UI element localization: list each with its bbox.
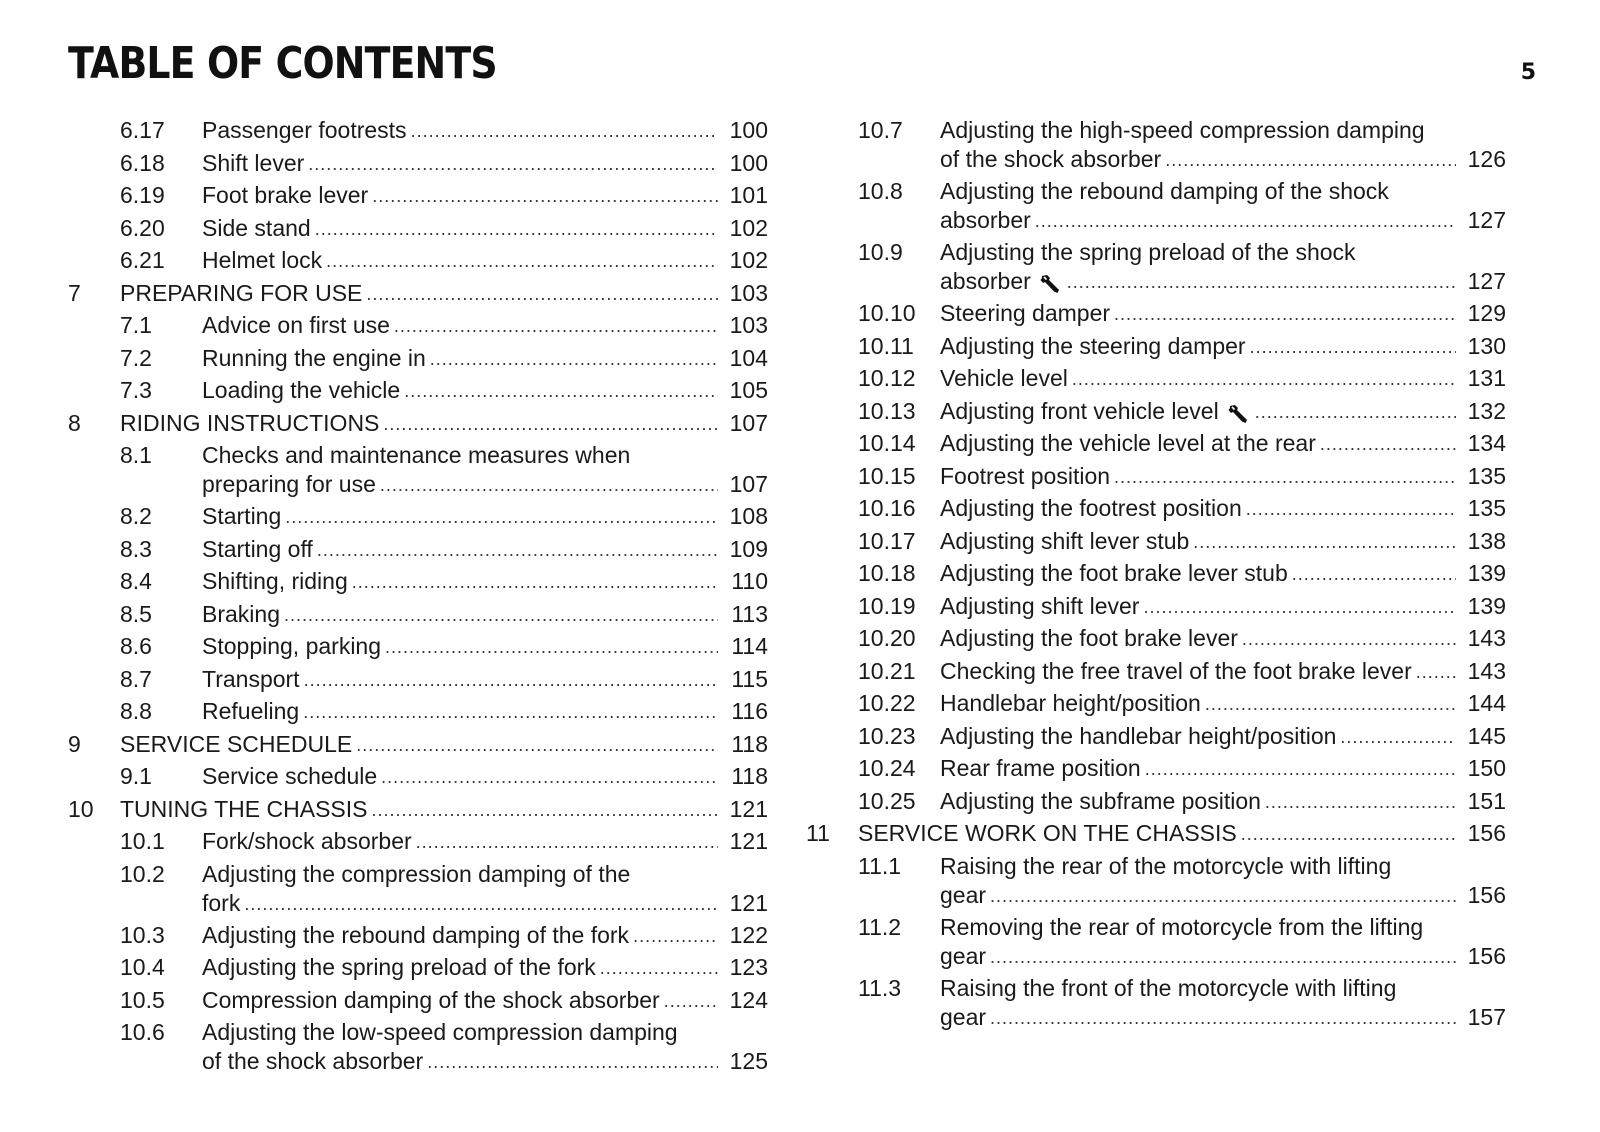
dot-leader xyxy=(1072,367,1456,391)
toc-entry-number: 6.21 xyxy=(120,247,165,273)
toc-entry-title: SERVICE SCHEDULE xyxy=(120,730,353,757)
dot-leader xyxy=(1416,660,1456,684)
toc-entry-title: Adjusting the spring preload of the fork xyxy=(202,954,596,980)
toc-entry-page: 110 xyxy=(731,568,768,594)
toc-entry-number: 11.2 xyxy=(858,913,902,940)
toc-entry-number: 7.2 xyxy=(120,344,152,371)
dot-leader xyxy=(356,733,718,757)
toc-entry-page: 130 xyxy=(1467,332,1506,359)
toc-entry-page: 105 xyxy=(729,377,768,403)
toc-entry-number: 10.2 xyxy=(120,860,165,887)
toc-entry-title: Adjusting the rebound damping of the fork xyxy=(202,921,630,948)
toc-section-entry[interactable] xyxy=(68,214,768,247)
toc-entry-number: 10.4 xyxy=(120,954,165,980)
toc-section-entry[interactable] xyxy=(68,502,768,535)
toc-entry-number: 10.12 xyxy=(858,365,916,391)
dot-leader xyxy=(1265,790,1456,814)
dot-leader xyxy=(1035,209,1456,233)
toc-entry-title: Adjusting shift lever xyxy=(940,592,1140,619)
toc-entry-title: Adjusting the handlebar height/position xyxy=(940,722,1337,749)
toc-entry-page: 138 xyxy=(1467,527,1506,554)
toc-entry-title: Starting off xyxy=(202,535,313,562)
toc-entry-page: 139 xyxy=(1467,592,1506,619)
toc-section-entry[interactable] xyxy=(68,441,768,502)
toc-entry-page: 121 xyxy=(729,795,768,822)
page-number: 5 xyxy=(1520,60,1536,85)
dot-leader xyxy=(381,765,718,789)
toc-section-entry[interactable] xyxy=(806,754,1506,787)
dot-leader xyxy=(1165,148,1456,172)
dot-leader xyxy=(383,412,718,436)
toc-entry-title: Transport xyxy=(202,665,300,692)
toc-chapter-entry[interactable] xyxy=(68,795,768,828)
toc-entry-title: Checks and maintenance measures when xyxy=(202,442,631,468)
toc-entry-number: 6.19 xyxy=(120,182,165,208)
dot-leader xyxy=(326,249,718,273)
toc-entry-page: 126 xyxy=(1467,146,1506,172)
toc-section-entry[interactable] xyxy=(806,116,1506,177)
dot-leader xyxy=(352,570,718,594)
toc-entry-page: 101 xyxy=(729,182,768,208)
toc-section-entry[interactable] xyxy=(806,624,1506,657)
toc-entry-page: 132 xyxy=(1467,397,1506,424)
toc-section-entry[interactable] xyxy=(68,567,768,600)
toc-section-entry[interactable] xyxy=(806,429,1506,462)
toc-entry-number: 8.3 xyxy=(120,535,152,562)
toc-entry-number: 8.4 xyxy=(120,568,152,594)
toc-section-entry[interactable] xyxy=(806,238,1506,299)
toc-entry-number: 11 xyxy=(806,820,830,846)
toc-section-entry[interactable] xyxy=(68,953,768,986)
dot-leader xyxy=(1143,595,1456,619)
dot-leader xyxy=(427,1050,718,1074)
toc-section-entry[interactable] xyxy=(68,762,768,795)
toc-entry-page: 100 xyxy=(729,117,768,143)
toc-entry-number: 10 xyxy=(68,795,94,822)
toc-entry-page: 104 xyxy=(729,344,768,371)
toc-entry-page: 150 xyxy=(1467,755,1506,781)
toc-entry-page: 131 xyxy=(1467,365,1506,391)
toc-section-entry[interactable] xyxy=(68,535,768,568)
toc-entry-title: Rear frame position xyxy=(940,755,1141,781)
toc-entry-title: Compression damping of the shock absorber xyxy=(202,986,660,1013)
toc-entry-title: Adjusting front vehicle level xyxy=(940,397,1219,424)
dot-leader xyxy=(308,152,718,176)
toc-section-entry[interactable] xyxy=(68,344,768,377)
dot-leader xyxy=(1340,725,1456,749)
dot-leader xyxy=(416,830,718,854)
toc-entry-page: 143 xyxy=(1467,625,1506,651)
toc-entry-page: 157 xyxy=(1467,1003,1506,1030)
dot-leader xyxy=(1292,562,1456,586)
toc-entry-title: Adjusting the high-speed compression damping xyxy=(940,117,1425,143)
toc-entry-page: 123 xyxy=(729,954,768,980)
toc-entry-page: 135 xyxy=(1467,495,1506,521)
toc-section-entry[interactable] xyxy=(806,974,1506,1035)
toc-entry-title: Adjusting the foot brake lever stub xyxy=(940,560,1288,586)
dot-leader xyxy=(1193,530,1456,554)
dot-leader xyxy=(1250,335,1456,359)
toc-entry-page: 103 xyxy=(729,312,768,338)
toc-entry-page: 103 xyxy=(729,279,768,306)
toc-entry-title: Adjusting the low-speed compression damping xyxy=(202,1019,678,1045)
toc-left-column xyxy=(68,116,768,1079)
toc-section-entry[interactable] xyxy=(806,913,1506,974)
toc-entry-number: 10.10 xyxy=(858,300,916,326)
toc-entry-number: 8.7 xyxy=(120,665,152,692)
wrench-icon xyxy=(1039,272,1063,296)
dot-leader xyxy=(404,379,718,403)
toc-section-entry[interactable] xyxy=(806,462,1506,495)
toc-entry-number: 10.13 xyxy=(858,397,916,424)
toc-entry-title: Running the engine in xyxy=(202,344,426,371)
toc-entry-page: 107 xyxy=(729,471,768,497)
toc-section-entry[interactable] xyxy=(806,592,1506,625)
toc-entry-page: 156 xyxy=(1467,942,1506,969)
toc-entry-number: 10.19 xyxy=(858,592,916,619)
toc-entry-page: 102 xyxy=(729,214,768,241)
toc-entry-page: 118 xyxy=(731,763,768,789)
toc-entry-number: 10.22 xyxy=(858,690,916,716)
toc-entry-number: 11.1 xyxy=(858,852,902,879)
toc-section-entry[interactable] xyxy=(806,494,1506,527)
toc-section-entry[interactable] xyxy=(806,397,1506,430)
toc-entry-number: 6.20 xyxy=(120,214,165,241)
toc-entry-title: Starting xyxy=(202,503,282,529)
toc-section-entry[interactable] xyxy=(68,665,768,698)
toc-entry-title: PREPARING FOR USE xyxy=(120,279,363,306)
toc-entry-page: 116 xyxy=(731,698,768,724)
toc-entry-page: 109 xyxy=(729,535,768,562)
toc-entry-page: 127 xyxy=(1467,268,1506,294)
toc-entry-page: 100 xyxy=(729,149,768,176)
toc-entry-page: 144 xyxy=(1467,690,1506,716)
toc-entry-title: Braking xyxy=(202,600,280,627)
dot-leader xyxy=(600,956,718,980)
toc-entry-title: preparing for use xyxy=(202,471,376,497)
toc-chapter-entry[interactable] xyxy=(68,409,768,442)
toc-section-entry[interactable] xyxy=(68,181,768,214)
toc-entry-page: 135 xyxy=(1467,462,1506,489)
toc-entry-title: Adjusting the spring preload of the shock xyxy=(940,239,1356,265)
toc-entry-title: Service schedule xyxy=(202,763,378,789)
toc-entry-title: Shift lever xyxy=(202,149,305,176)
dot-leader xyxy=(372,184,718,208)
toc-entry-title: RIDING INSTRUCTIONS xyxy=(120,409,380,436)
toc-entry-title: gear xyxy=(940,1003,987,1030)
toc-entry-page: 129 xyxy=(1467,300,1506,326)
toc-section-entry[interactable] xyxy=(68,376,768,409)
dot-leader xyxy=(430,347,718,371)
toc-entry-title: Fork/shock absorber xyxy=(202,828,412,854)
toc-section-entry[interactable] xyxy=(68,246,768,279)
toc-entry-number: 10.8 xyxy=(858,178,903,204)
toc-entry-number: 7.1 xyxy=(120,312,152,338)
toc-entry-page: 102 xyxy=(729,247,768,273)
toc-entry-title: Stopping, parking xyxy=(202,633,382,659)
toc-entry-number: 7 xyxy=(68,279,81,306)
toc-entry-page: 113 xyxy=(731,600,768,627)
toc-entry-page: 114 xyxy=(731,633,768,659)
toc-entry-title: Steering damper xyxy=(940,300,1111,326)
toc-section-entry[interactable] xyxy=(806,559,1506,592)
wrench-icon xyxy=(1227,402,1251,426)
toc-entry-page: 134 xyxy=(1467,430,1506,456)
toc-entry-page: 125 xyxy=(729,1048,768,1074)
toc-entry-number: 8.2 xyxy=(120,503,152,529)
toc-entry-number: 10.15 xyxy=(858,462,916,489)
toc-section-entry[interactable] xyxy=(806,852,1506,913)
toc-entry-title: absorber xyxy=(940,207,1031,233)
toc-entry-number: 10.7 xyxy=(858,117,903,143)
toc-entry-number: 8.6 xyxy=(120,633,152,659)
toc-chapter-entry[interactable] xyxy=(68,279,768,312)
toc-section-entry[interactable] xyxy=(68,311,768,344)
toc-entry-number: 9.1 xyxy=(120,763,152,789)
toc-entry-page: 143 xyxy=(1467,657,1506,684)
toc-entry-number: 9 xyxy=(68,730,81,757)
toc-entry-number: 10.24 xyxy=(858,755,916,781)
toc-section-entry[interactable] xyxy=(806,299,1506,332)
dot-leader xyxy=(315,217,718,241)
toc-entry-title: Refueling xyxy=(202,698,300,724)
toc-section-entry[interactable] xyxy=(68,921,768,954)
dot-leader xyxy=(664,989,718,1013)
toc-entry-number: 10.23 xyxy=(858,722,916,749)
toc-entry-title: Adjusting the compression damping of the xyxy=(202,860,631,887)
toc-entry-page: 115 xyxy=(731,665,768,692)
toc-section-entry[interactable] xyxy=(806,689,1506,722)
toc-entry-number: 6.18 xyxy=(120,149,165,176)
toc-entry-page: 145 xyxy=(1467,722,1506,749)
toc-entry-number: 10.3 xyxy=(120,921,165,948)
toc-entry-title: Shifting, riding xyxy=(202,568,348,594)
toc-entry-title: Adjusting the subframe position xyxy=(940,787,1261,814)
toc-entry-page: 127 xyxy=(1467,207,1506,233)
toc-entry-title: Checking the free travel of the foot brake lever xyxy=(940,657,1412,684)
toc-section-entry[interactable] xyxy=(68,600,768,633)
toc-entry-title: Raising the front of the motorcycle with lifting xyxy=(940,974,1397,1001)
toc-entry-title: Adjusting the footrest position xyxy=(940,495,1242,521)
toc-entry-title: Foot brake lever xyxy=(202,182,369,208)
dot-leader xyxy=(372,798,719,822)
dot-leader xyxy=(411,119,718,143)
dot-leader xyxy=(285,505,718,529)
toc-entry-number: 6.17 xyxy=(120,117,165,143)
toc-entry-title: Passenger footrests xyxy=(202,117,407,143)
dot-leader xyxy=(1114,465,1456,489)
dot-leader xyxy=(1067,270,1456,294)
toc-entry-title: absorber xyxy=(940,268,1031,294)
toc-entry-page: 121 xyxy=(729,828,768,854)
toc-entry-title: Adjusting the vehicle level at the rear xyxy=(940,430,1316,456)
toc-section-entry[interactable] xyxy=(68,697,768,730)
dot-leader xyxy=(990,1006,1456,1030)
toc-entry-number: 10.5 xyxy=(120,986,165,1013)
dot-leader xyxy=(380,473,718,497)
dot-leader xyxy=(1241,822,1456,846)
toc-entry-title: Vehicle level xyxy=(940,365,1068,391)
toc-entry-title: Footrest position xyxy=(940,462,1111,489)
toc-section-entry[interactable] xyxy=(806,364,1506,397)
dot-leader xyxy=(990,884,1456,908)
dot-leader xyxy=(990,945,1456,969)
toc-entry-page: 121 xyxy=(729,889,768,916)
dot-leader xyxy=(304,668,718,692)
toc-section-entry[interactable] xyxy=(806,722,1506,755)
toc-section-entry[interactable] xyxy=(68,860,768,921)
dot-leader xyxy=(394,314,718,338)
dot-leader xyxy=(1114,302,1456,326)
toc-entry-number: 11.3 xyxy=(858,974,902,1001)
dot-leader xyxy=(633,924,718,948)
toc-entry-title: Adjusting the foot brake lever xyxy=(940,625,1238,651)
toc-entry-title: of the shock absorber xyxy=(202,1048,424,1074)
toc-section-entry[interactable] xyxy=(68,116,768,149)
toc-entry-number: 10.11 xyxy=(858,332,914,359)
dot-leader xyxy=(385,635,718,659)
toc-entry-number: 10.21 xyxy=(858,657,916,684)
toc-entry-number: 8.5 xyxy=(120,600,152,627)
toc-entry-number: 10.20 xyxy=(858,625,916,651)
toc-entry-number: 10.16 xyxy=(858,495,916,521)
dot-leader xyxy=(303,700,718,724)
toc-entry-title: gear xyxy=(940,881,987,908)
toc-entry-title: of the shock absorber xyxy=(940,146,1162,172)
dot-leader xyxy=(317,538,718,562)
dot-leader xyxy=(366,282,718,306)
toc-entry-title: fork xyxy=(202,889,241,916)
dot-leader xyxy=(244,892,718,916)
toc-entry-page: 124 xyxy=(729,986,768,1013)
toc-section-entry[interactable] xyxy=(68,827,768,860)
toc-section-entry[interactable] xyxy=(806,332,1506,365)
toc-chapter-entry[interactable] xyxy=(68,730,768,763)
toc-section-entry[interactable] xyxy=(68,986,768,1019)
dot-leader xyxy=(1205,692,1456,716)
toc-entry-page: 118 xyxy=(731,730,768,757)
dot-leader xyxy=(1246,497,1456,521)
page-title: TABLE OF CONTENTS xyxy=(68,38,497,89)
toc-entry-page: 151 xyxy=(1467,787,1506,814)
toc-entry-page: 156 xyxy=(1467,820,1506,846)
dot-leader xyxy=(1145,757,1456,781)
toc-entry-number: 10.14 xyxy=(858,430,916,456)
dot-leader xyxy=(1255,400,1456,424)
toc-entry-number: 10.6 xyxy=(120,1019,165,1045)
toc-entry-title: Raising the rear of the motorcycle with lifting xyxy=(940,852,1392,879)
toc-entry-title: Handlebar height/position xyxy=(940,690,1201,716)
toc-entry-page: 108 xyxy=(729,503,768,529)
toc-entry-title: Adjusting the steering damper xyxy=(940,332,1246,359)
toc-entry-number: 10.9 xyxy=(858,239,903,265)
toc-section-entry[interactable] xyxy=(68,1018,768,1079)
toc-section-entry[interactable] xyxy=(806,787,1506,820)
toc-entry-title: TUNING THE CHASSIS xyxy=(120,795,368,822)
toc-entry-title: Loading the vehicle xyxy=(202,377,401,403)
toc-section-entry[interactable] xyxy=(68,632,768,665)
toc-entry-number: 10.17 xyxy=(858,527,916,554)
toc-entry-title: Helmet lock xyxy=(202,247,323,273)
toc-entry-page: 139 xyxy=(1467,560,1506,586)
toc-entry-page: 122 xyxy=(729,921,768,948)
toc-entry-number: 10.1 xyxy=(120,828,165,854)
dot-leader xyxy=(284,603,718,627)
toc-entry-title: Side stand xyxy=(202,214,311,241)
toc-entry-number: 8 xyxy=(68,409,81,436)
toc-entry-title: Advice on first use xyxy=(202,312,390,338)
toc-section-entry[interactable] xyxy=(806,527,1506,560)
toc-entry-title: Adjusting the rebound damping of the shock xyxy=(940,178,1389,204)
toc-section-entry[interactable] xyxy=(806,177,1506,238)
dot-leader xyxy=(1320,432,1456,456)
toc-section-entry[interactable] xyxy=(68,149,768,182)
toc-entry-title: Adjusting shift lever stub xyxy=(940,527,1190,554)
toc-chapter-entry[interactable] xyxy=(806,819,1506,852)
toc-entry-number: 8.1 xyxy=(120,442,152,468)
toc-entry-page: 107 xyxy=(729,409,768,436)
toc-entry-page: 156 xyxy=(1467,881,1506,908)
toc-entry-number: 10.18 xyxy=(858,560,916,586)
toc-section-entry[interactable] xyxy=(806,657,1506,690)
toc-entry-number: 10.25 xyxy=(858,787,916,814)
toc-entry-number: 7.3 xyxy=(120,377,152,403)
toc-entry-title: SERVICE WORK ON THE CHASSIS xyxy=(858,820,1237,846)
toc-entry-title: gear xyxy=(940,942,987,969)
toc-entry-title: Removing the rear of motorcycle from the lifting xyxy=(940,913,1424,940)
toc-entry-number: 8.8 xyxy=(120,698,152,724)
dot-leader xyxy=(1242,627,1456,651)
toc-right-column xyxy=(806,116,1506,1035)
